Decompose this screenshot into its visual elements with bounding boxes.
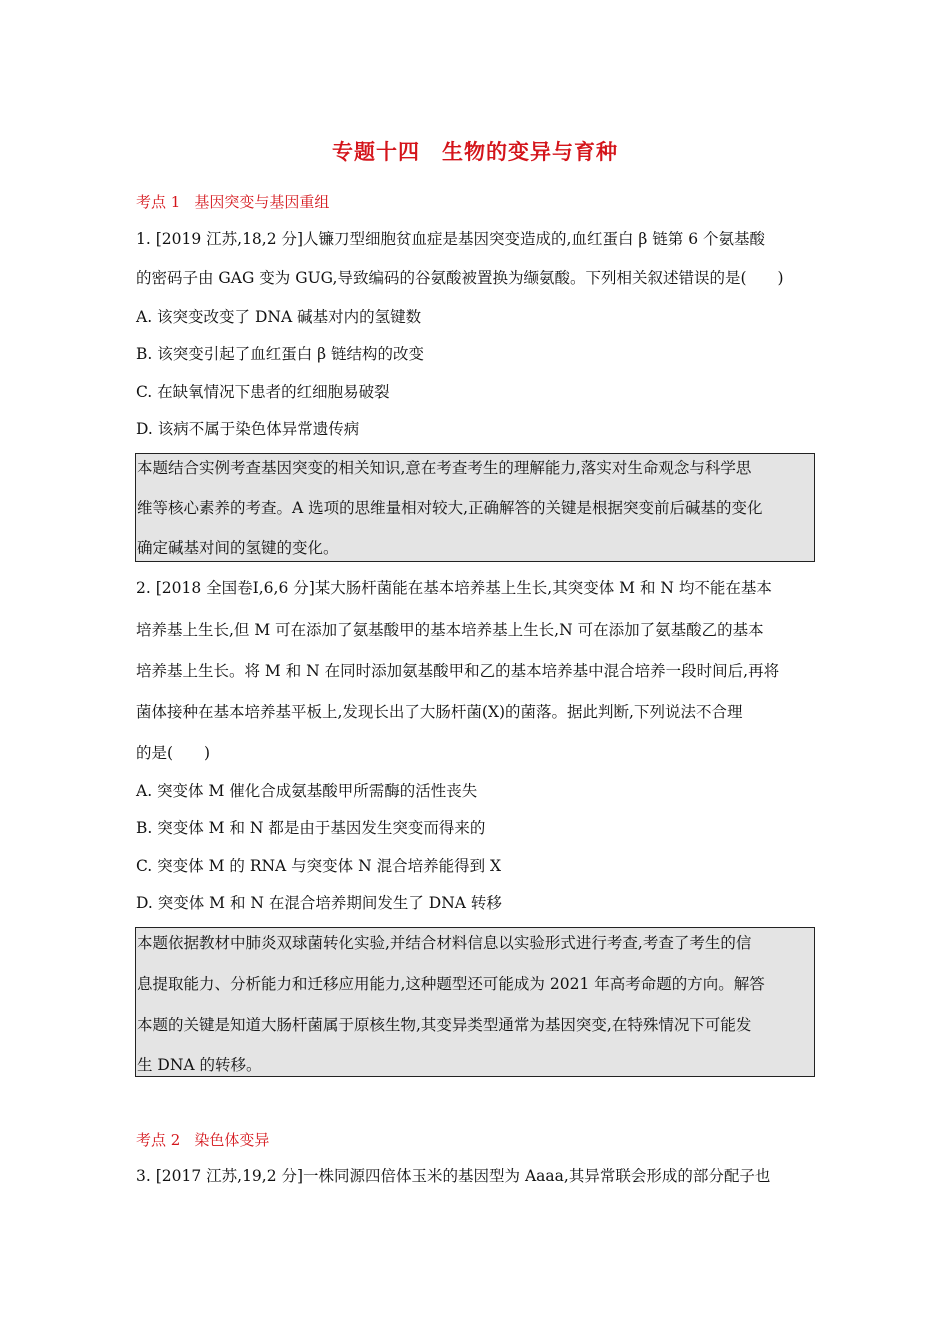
q2-analysis-box: [135, 927, 815, 1077]
q1-analysis-line: 本题结合实例考查基因突变的相关知识,意在考查考生的理解能力,落实对生命观念与科学思: [137, 459, 752, 477]
q1-analysis-line: 维等核心素养的考查。A 选项的思维量相对较大,正确解答的关键是根据突变前后碱基的变化: [137, 499, 763, 517]
section-heading-2: [136, 1129, 269, 1150]
q2-stem-line: 菌体接种在基本培养基平板上,发现长出了大肠杆菌(X)的菌落。据此判断,下列说法不合理: [136, 703, 743, 721]
q2-analysis-line: 本题依据教材中肺炎双球菌转化实验,并结合材料信息以实验形式进行考查,考查了考生的信: [137, 934, 752, 952]
q2-option-a: A. 突变体 M 催化合成氨基酸甲所需酶的活性丧失: [136, 782, 478, 800]
q1-option-a: A. 该突变改变了 DNA 碱基对内的氢键数: [136, 308, 422, 326]
section-number: 考点 1: [136, 193, 181, 211]
q1-stem-line: 1. [2019 江苏,18,2 分]人镰刀型细胞贫血症是基因突变造成的,血红蛋白 β 链第 6 个氨基酸: [136, 230, 766, 248]
title-topic: 生物的变异与育种: [442, 140, 618, 164]
page-title: [0, 136, 950, 166]
q2-stem-line: 培养基上生长。将 M 和 N 在同时添加氨基酸甲和乙的基本培养基中混合培养一段时间后,再将: [136, 662, 780, 680]
q2-option-c: C. 突变体 M 的 RNA 与突变体 N 混合培养能得到 X: [136, 857, 502, 875]
q3-stem-line: 3. [2017 江苏,19,2 分]一株同源四倍体玉米的基因型为 Aaaa,其异常联会形成的部分配子也: [136, 1167, 771, 1185]
q2-stem-line: 2. [2018 全国卷Ⅰ,6,6 分]某大肠杆菌能在基本培养基上生长,其突变体 M 和 N 均不能在基本: [136, 579, 772, 597]
q2-stem-line: 培养基上生长,但 M 可在添加了氨基酸甲的基本培养基上生长,N 可在添加了氨基酸乙的基本: [136, 621, 764, 639]
section-number: 考点 2: [136, 1131, 181, 1149]
section-name: 染色体变异: [194, 1131, 270, 1149]
section-name: 基因突变与基因重组: [194, 193, 330, 211]
q2-analysis-line: 本题的关键是知道大肠杆菌属于原核生物,其变异类型通常为基因突变,在特殊情况下可能发: [137, 1016, 752, 1034]
q2-stem-line: 的是( ): [136, 744, 211, 762]
q1-stem-line: 的密码子由 GAG 变为 GUG,导致编码的谷氨酸被置换为缬氨酸。下列相关叙述错误的是( ): [136, 269, 784, 287]
q1-option-d: D. 该病不属于染色体异常遗传病: [136, 420, 360, 438]
q1-analysis-line: 确定碱基对间的氢键的变化。: [137, 539, 339, 557]
q2-analysis-line: 息提取能力、分析能力和迁移应用能力,这种题型还可能成为 2021 年高考命题的方向。解答: [137, 975, 765, 993]
q2-option-d: D. 突变体 M 和 N 在混合培养期间发生了 DNA 转移: [136, 894, 502, 912]
title-number: 专题十四: [332, 140, 420, 164]
q1-option-c: C. 在缺氧情况下患者的红细胞易破裂: [136, 383, 390, 401]
q1-analysis-box: [135, 453, 815, 562]
section-heading-1: [136, 191, 329, 212]
q2-option-b: B. 突变体 M 和 N 都是由于基因发生突变而得来的: [136, 819, 486, 837]
q2-analysis-line: 生 DNA 的转移。: [137, 1056, 262, 1074]
q1-option-b: B. 该突变引起了血红蛋白 β 链结构的改变: [136, 345, 425, 363]
